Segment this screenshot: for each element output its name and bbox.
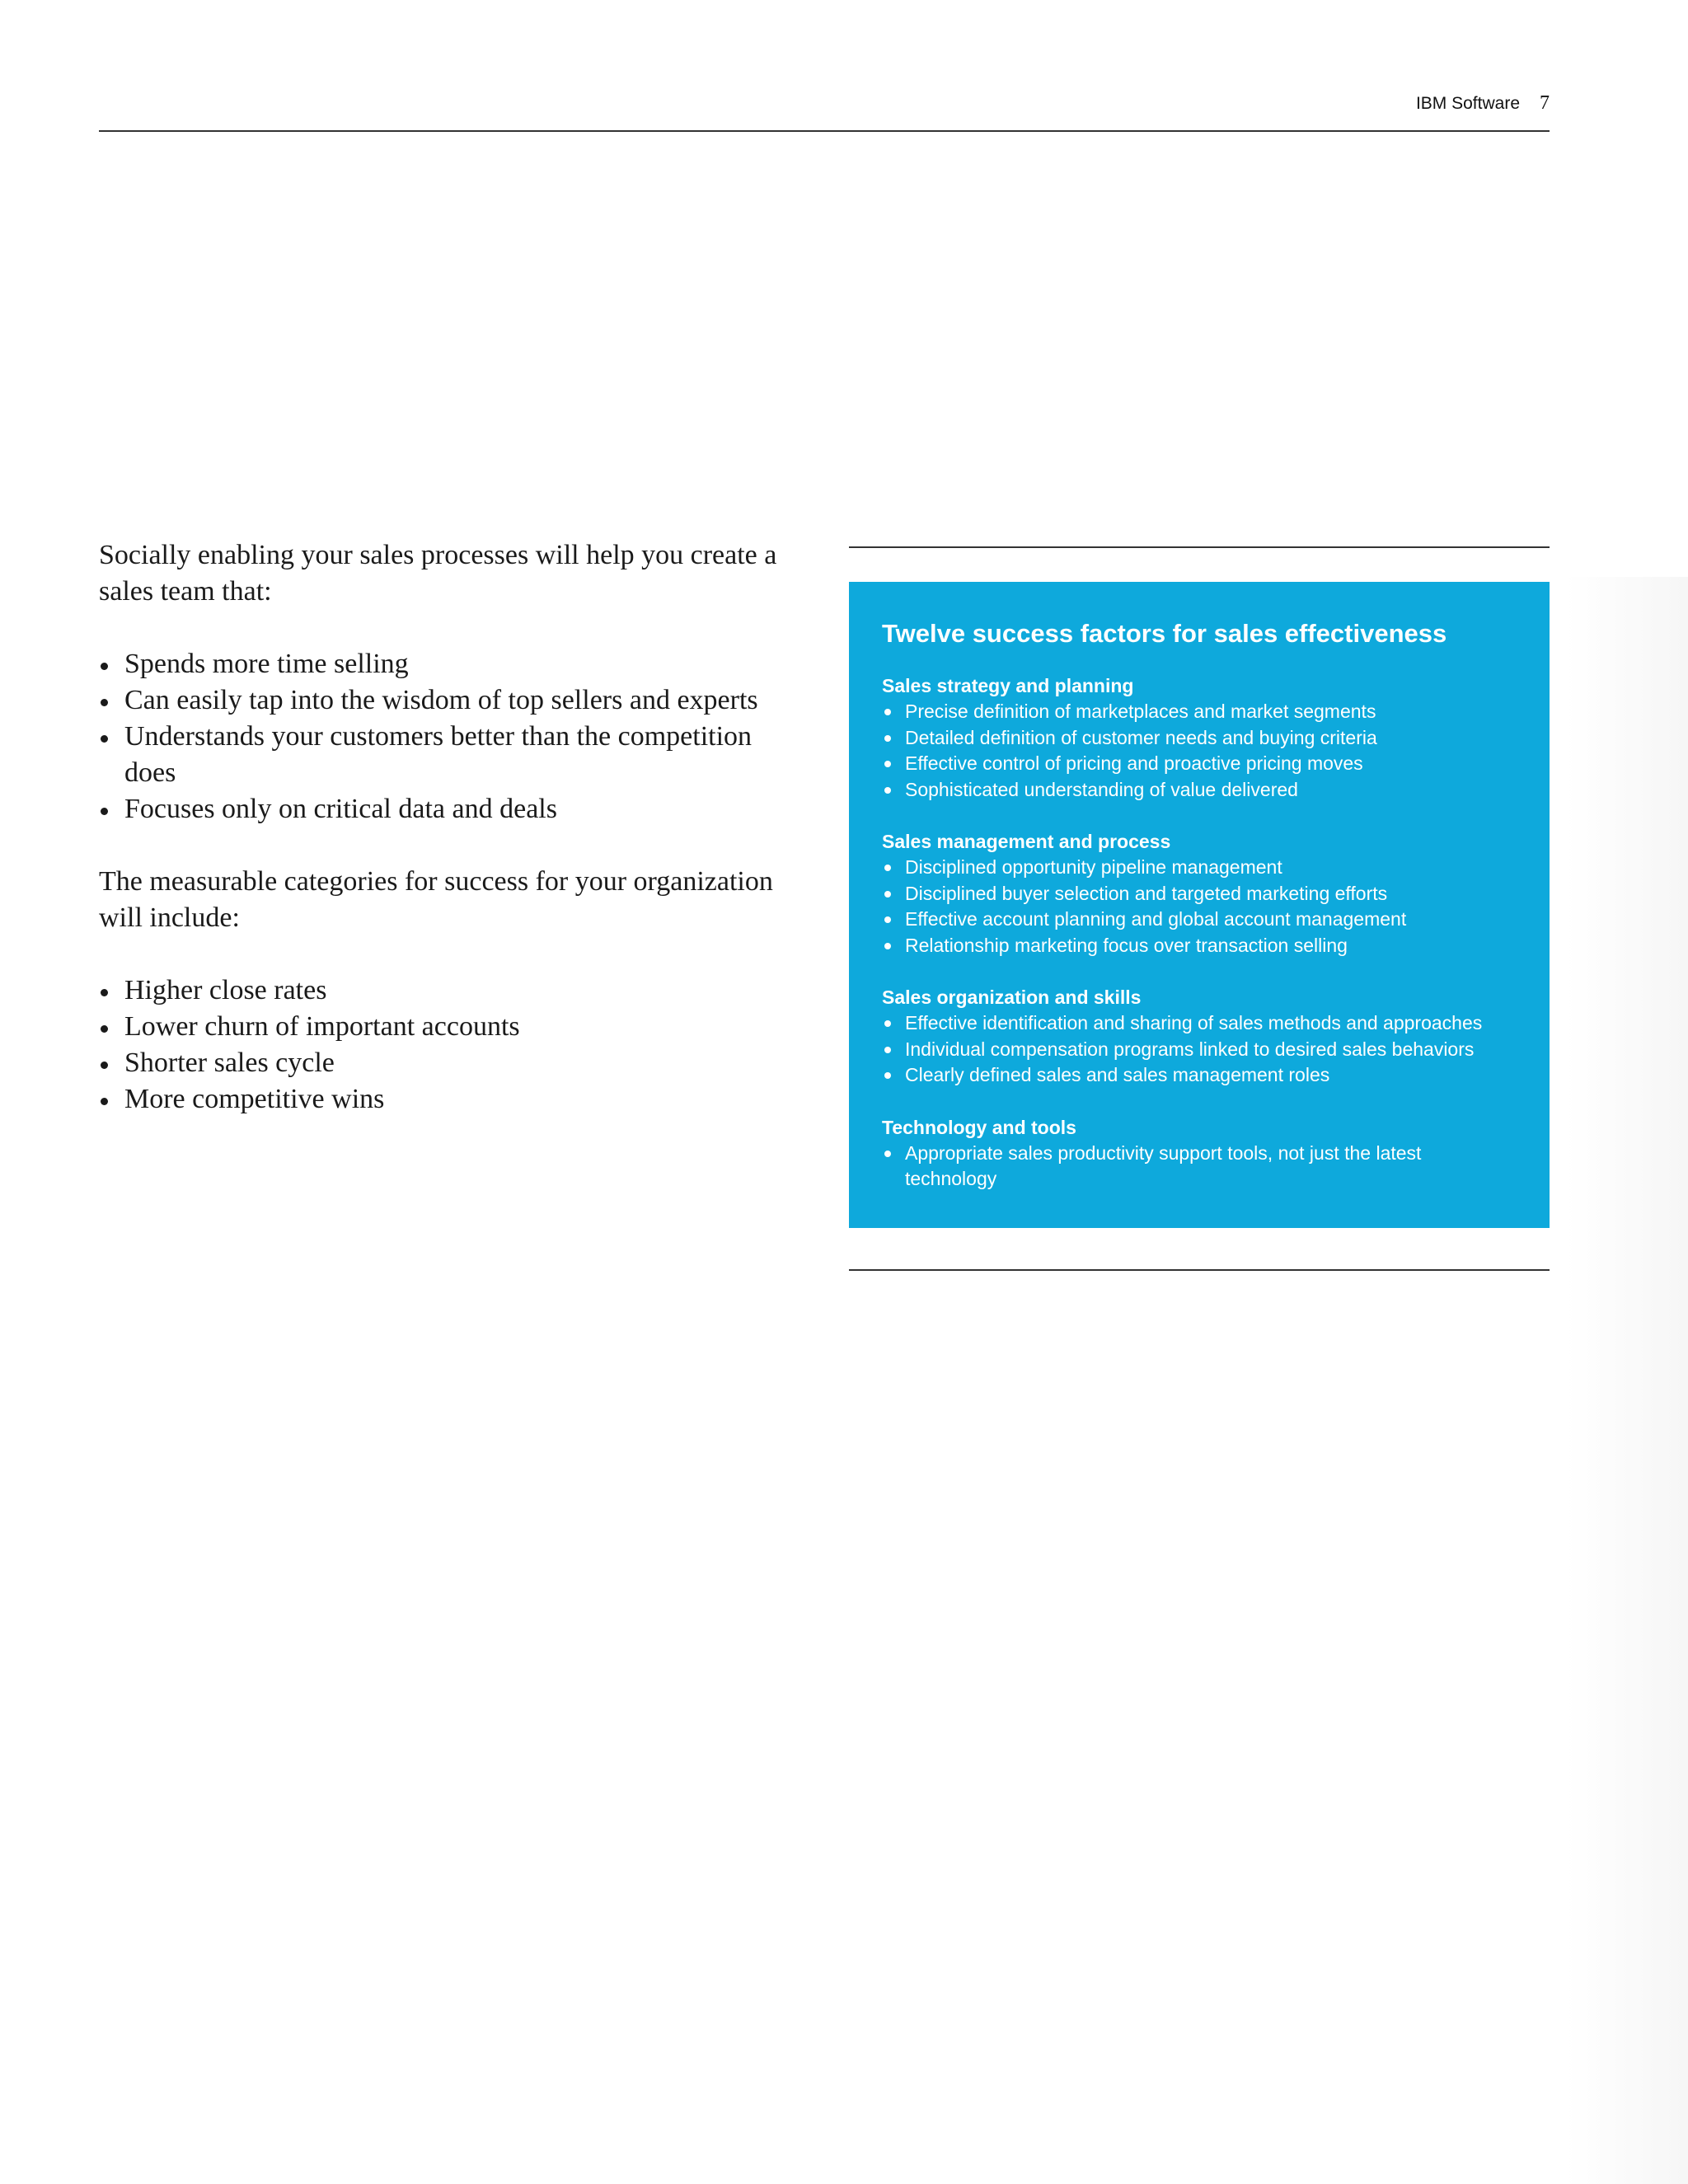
section-heading: Sales strategy and planning bbox=[882, 675, 1134, 696]
list-item: Effective identification and sharing of sales methods and approaches bbox=[882, 1010, 1517, 1037]
list-item: Relationship marketing focus over transaction selling bbox=[882, 933, 1517, 959]
list-item: Shorter sales cycle bbox=[99, 1045, 808, 1081]
header-brand: IBM Software bbox=[1415, 94, 1520, 113]
list-item: More competitive wins bbox=[99, 1081, 808, 1118]
list-item: Can easily tap into the wisdom of top sellers and experts bbox=[99, 682, 808, 719]
list-item: Effective control of pricing and proactive pricing moves bbox=[882, 751, 1517, 777]
list-item: Appropriate sales productivity support tools, not just the latest technology bbox=[882, 1141, 1517, 1193]
page-header bbox=[99, 89, 1550, 132]
list-item: Disciplined buyer selection and targeted marketing efforts bbox=[882, 881, 1517, 907]
list-item: Clearly defined sales and sales management roles bbox=[882, 1062, 1517, 1089]
section-list bbox=[882, 1141, 1517, 1193]
list-item: Disciplined opportunity pipeline management bbox=[882, 855, 1517, 881]
section-heading: Sales management and process bbox=[882, 831, 1171, 852]
section-list bbox=[882, 855, 1517, 958]
page-edge-shade bbox=[1566, 577, 1688, 2184]
benefits-list bbox=[99, 646, 808, 827]
list-item: Spends more time selling bbox=[99, 646, 808, 682]
section-technology-tools bbox=[882, 1114, 1517, 1193]
intro-paragraph-1: Socially enabling your sales processes will help you create a sales team that: bbox=[99, 540, 777, 607]
main-column bbox=[99, 537, 808, 1154]
list-item: Focuses only on critical data and deals bbox=[99, 791, 808, 827]
list-item: Individual compensation programs linked to desired sales behaviors bbox=[882, 1037, 1517, 1063]
list-item: Sophisticated understanding of value delivered bbox=[882, 777, 1517, 804]
section-management-process bbox=[882, 828, 1517, 958]
section-heading: Sales organization and skills bbox=[882, 987, 1142, 1008]
list-item: Detailed definition of customer needs and buying criteria bbox=[882, 725, 1517, 752]
page-number: 7 bbox=[1540, 92, 1550, 114]
list-item: Lower churn of important accounts bbox=[99, 1009, 808, 1045]
section-organization-skills bbox=[882, 984, 1517, 1089]
list-item: Higher close rates bbox=[99, 972, 808, 1009]
list-item: Effective account planning and global account management bbox=[882, 907, 1517, 933]
sidebar-top-rule bbox=[849, 546, 1550, 548]
list-item: Understands your customers better than the competition does bbox=[99, 719, 808, 791]
list-item: Precise definition of marketplaces and market segments bbox=[882, 699, 1517, 725]
sidebar-title: Twelve success factors for sales effectiveness bbox=[882, 619, 1447, 648]
section-heading: Technology and tools bbox=[882, 1116, 1076, 1138]
sidebar-bottom-rule bbox=[849, 1269, 1550, 1271]
intro-paragraph-2: The measurable categories for success for your organization will include: bbox=[99, 866, 773, 933]
success-categories-list bbox=[99, 972, 808, 1118]
section-strategy-planning bbox=[882, 673, 1517, 803]
section-list bbox=[882, 699, 1517, 803]
success-factors-sidebar bbox=[849, 582, 1550, 1228]
section-list bbox=[882, 1010, 1517, 1089]
